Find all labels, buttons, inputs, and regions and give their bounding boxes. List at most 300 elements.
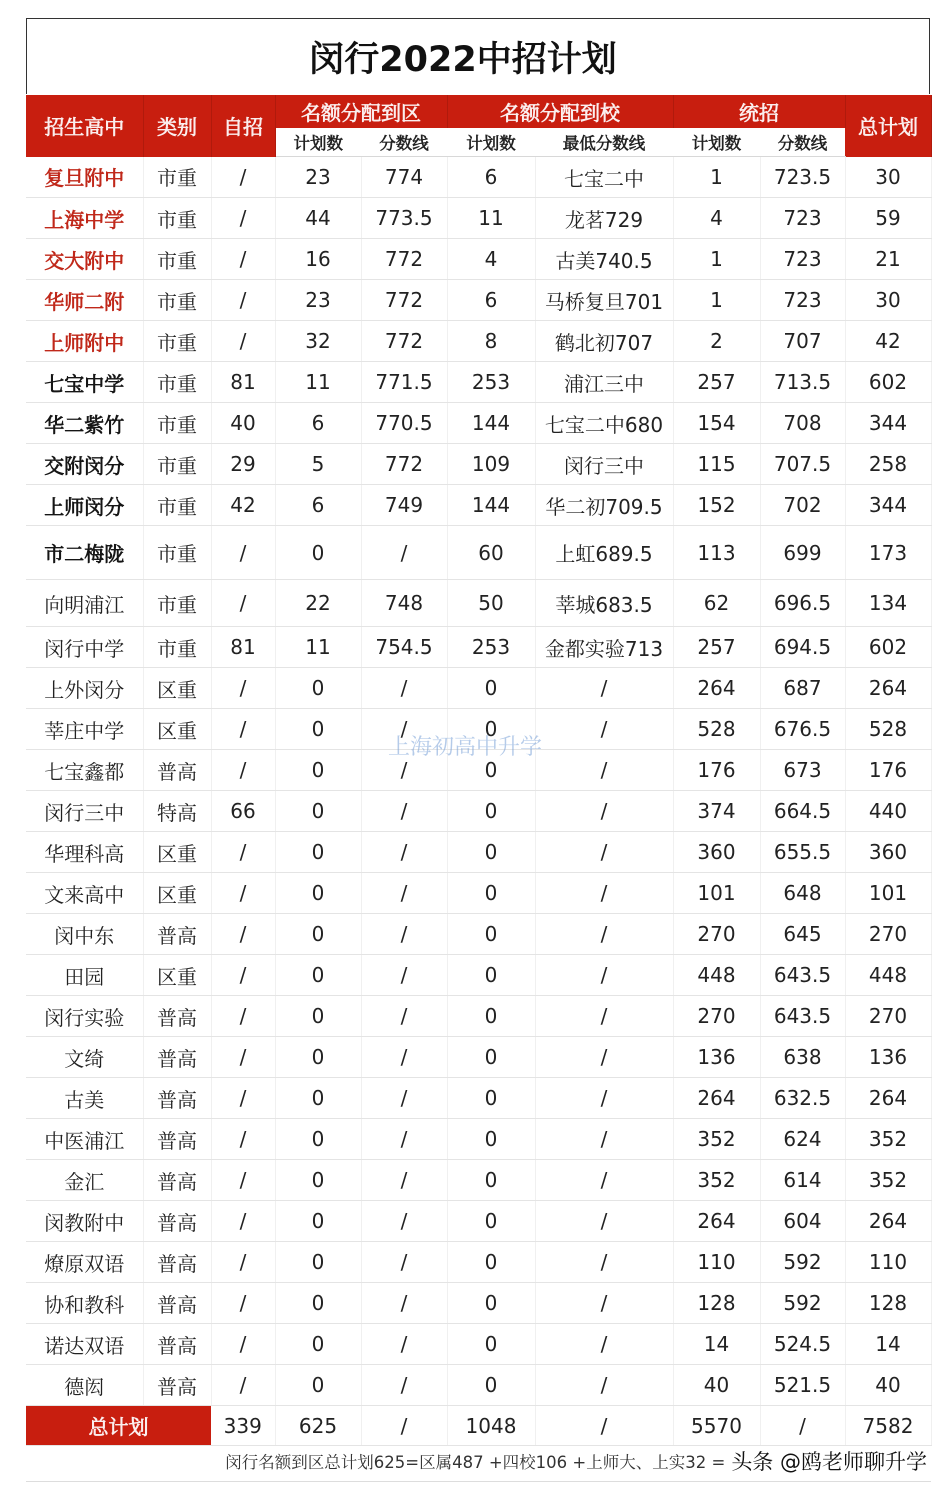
cell-district-score: 771.5 xyxy=(361,362,447,403)
cell-district-plan: 6 xyxy=(275,485,361,526)
cell-school-min-score: 马桥复旦701 xyxy=(535,280,673,321)
cell-district-score: 772 xyxy=(361,280,447,321)
cell-category: 区重 xyxy=(143,955,211,996)
cell-unified-plan: 4 xyxy=(673,198,760,239)
cell-school-min-score: 上虹689.5 xyxy=(535,526,673,580)
cell-school-min-score: / xyxy=(535,1201,673,1242)
cell-total-plan: 14 xyxy=(845,1324,931,1365)
cell-school-name: 上海中学 xyxy=(26,198,143,239)
cell-category: 市重 xyxy=(143,580,211,627)
cell-unified-score: 664.5 xyxy=(760,791,845,832)
cell-school-min-score: / xyxy=(535,709,673,750)
cell-school-min-score: / xyxy=(535,1037,673,1078)
cell-school-name: 七宝鑫都 xyxy=(26,750,143,791)
cell-school-plan: 0 xyxy=(447,1365,535,1406)
cell-district-plan: 0 xyxy=(275,526,361,580)
cell-school-min-score: 闵行三中 xyxy=(535,444,673,485)
cell-district-plan: 0 xyxy=(275,668,361,709)
cell-district-plan: 0 xyxy=(275,832,361,873)
cell-category: 普高 xyxy=(143,1078,211,1119)
table-row xyxy=(26,280,931,321)
cell-school-name: 古美 xyxy=(26,1078,143,1119)
cell-unified-plan: 264 xyxy=(673,668,760,709)
cell-self-recruit: / xyxy=(211,996,275,1037)
cell-district-plan: 0 xyxy=(275,1201,361,1242)
cell-school-name: 文来高中 xyxy=(26,873,143,914)
cell-unified-score: 696.5 xyxy=(760,580,845,627)
cell-district-score: / xyxy=(361,1242,447,1283)
cell-district-plan: 0 xyxy=(275,955,361,996)
cell-unified-score: 702 xyxy=(760,485,845,526)
subheader-school-min-score: 最低分数线 xyxy=(535,128,673,157)
cell-school-plan: 6 xyxy=(447,157,535,198)
cell-district-score: 749 xyxy=(361,485,447,526)
cell-district-plan: 0 xyxy=(275,1324,361,1365)
table-row xyxy=(26,321,931,362)
header-district-quota: 名额分配到区 xyxy=(275,95,447,128)
cell-total-plan: 40 xyxy=(845,1365,931,1406)
cell-school-min-score: / xyxy=(535,791,673,832)
cell-district-plan: 0 xyxy=(275,750,361,791)
cell-total-plan: 352 xyxy=(845,1160,931,1201)
footer-note: 闵行名额到区总计划625=区属487 +四校106 +上师大、上实32 = xyxy=(225,1453,726,1472)
cell-school-plan: 6 xyxy=(447,280,535,321)
cell-district-score: 773.5 xyxy=(361,198,447,239)
cell-self-recruit: 81 xyxy=(211,627,275,668)
cell-unified-score: 592 xyxy=(760,1283,845,1324)
cell-district-score: 748 xyxy=(361,580,447,627)
cell-self-recruit: / xyxy=(211,750,275,791)
table-row xyxy=(26,580,931,627)
cell-school-name: 莘庄中学 xyxy=(26,709,143,750)
cell-category: 普高 xyxy=(143,1283,211,1324)
total-unified-plan: 5570 xyxy=(673,1406,760,1446)
cell-unified-plan: 2 xyxy=(673,321,760,362)
cell-category: 区重 xyxy=(143,709,211,750)
cell-total-plan: 448 xyxy=(845,955,931,996)
subheader-district-score: 分数线 xyxy=(361,128,447,157)
cell-district-plan: 23 xyxy=(275,280,361,321)
cell-school-name: 向明浦江 xyxy=(26,580,143,627)
total-row xyxy=(26,1406,931,1446)
cell-district-plan: 0 xyxy=(275,791,361,832)
cell-unified-score: 687 xyxy=(760,668,845,709)
footer xyxy=(26,1441,931,1482)
cell-total-plan: 270 xyxy=(845,914,931,955)
cell-district-plan: 0 xyxy=(275,709,361,750)
cell-category: 市重 xyxy=(143,444,211,485)
cell-self-recruit: / xyxy=(211,1365,275,1406)
cell-school-min-score: / xyxy=(535,996,673,1037)
cell-total-plan: 110 xyxy=(845,1242,931,1283)
cell-unified-score: 643.5 xyxy=(760,996,845,1037)
cell-school-name: 协和教科 xyxy=(26,1283,143,1324)
cell-unified-score: 643.5 xyxy=(760,955,845,996)
cell-school-plan: 0 xyxy=(447,1242,535,1283)
cell-unified-plan: 110 xyxy=(673,1242,760,1283)
cell-district-score: 772 xyxy=(361,321,447,362)
header-category: 类别 xyxy=(143,95,211,157)
cell-unified-score: 694.5 xyxy=(760,627,845,668)
cell-self-recruit: / xyxy=(211,1324,275,1365)
cell-category: 市重 xyxy=(143,526,211,580)
cell-school-min-score: / xyxy=(535,1078,673,1119)
cell-district-plan: 0 xyxy=(275,1119,361,1160)
cell-category: 普高 xyxy=(143,1037,211,1078)
cell-unified-plan: 1 xyxy=(673,280,760,321)
header-self-recruit: 自招 xyxy=(211,95,275,157)
table-row xyxy=(26,444,931,485)
cell-total-plan: 344 xyxy=(845,403,931,444)
table-row xyxy=(26,239,931,280)
cell-school-plan: 0 xyxy=(447,1037,535,1078)
cell-total-plan: 602 xyxy=(845,362,931,403)
table-row xyxy=(26,1324,931,1365)
cell-total-plan: 344 xyxy=(845,485,931,526)
cell-unified-plan: 257 xyxy=(673,362,760,403)
cell-total-plan: 264 xyxy=(845,668,931,709)
cell-total-plan: 173 xyxy=(845,526,931,580)
cell-school-name: 燎原双语 xyxy=(26,1242,143,1283)
cell-total-plan: 258 xyxy=(845,444,931,485)
cell-total-plan: 136 xyxy=(845,1037,931,1078)
cell-unified-plan: 115 xyxy=(673,444,760,485)
header-school: 招生高中 xyxy=(26,95,143,157)
cell-unified-score: 521.5 xyxy=(760,1365,845,1406)
cell-district-score: / xyxy=(361,873,447,914)
cell-unified-score: 723.5 xyxy=(760,157,845,198)
table-row xyxy=(26,403,931,444)
cell-school-name: 华理科高 xyxy=(26,832,143,873)
cell-district-score: / xyxy=(361,996,447,1037)
cell-district-score: / xyxy=(361,1037,447,1078)
total-school-plan: 1048 xyxy=(447,1406,535,1446)
cell-district-score: / xyxy=(361,1365,447,1406)
table-row xyxy=(26,873,931,914)
cell-self-recruit: / xyxy=(211,668,275,709)
cell-district-score: / xyxy=(361,709,447,750)
cell-self-recruit: / xyxy=(211,321,275,362)
cell-unified-score: 673 xyxy=(760,750,845,791)
cell-category: 普高 xyxy=(143,996,211,1037)
cell-category: 市重 xyxy=(143,198,211,239)
cell-unified-plan: 101 xyxy=(673,873,760,914)
cell-unified-score: 723 xyxy=(760,280,845,321)
cell-district-score: / xyxy=(361,668,447,709)
cell-self-recruit: / xyxy=(211,1037,275,1078)
cell-school-plan: 0 xyxy=(447,914,535,955)
cell-district-score: 774 xyxy=(361,157,447,198)
cell-school-min-score: 七宝二中 xyxy=(535,157,673,198)
cell-self-recruit: / xyxy=(211,1078,275,1119)
table-row xyxy=(26,485,931,526)
cell-unified-plan: 270 xyxy=(673,996,760,1037)
cell-category: 普高 xyxy=(143,1242,211,1283)
cell-category: 市重 xyxy=(143,321,211,362)
title-box xyxy=(26,18,930,94)
cell-self-recruit: / xyxy=(211,239,275,280)
cell-district-plan: 32 xyxy=(275,321,361,362)
cell-school-min-score: 浦江三中 xyxy=(535,362,673,403)
table-row xyxy=(26,1037,931,1078)
cell-unified-score: 713.5 xyxy=(760,362,845,403)
total-self: 339 xyxy=(211,1406,275,1446)
cell-district-score: / xyxy=(361,832,447,873)
cell-category: 普高 xyxy=(143,1324,211,1365)
cell-school-name: 闵行中学 xyxy=(26,627,143,668)
cell-school-name: 七宝中学 xyxy=(26,362,143,403)
cell-category: 区重 xyxy=(143,668,211,709)
cell-district-plan: 0 xyxy=(275,1283,361,1324)
cell-school-plan: 0 xyxy=(447,1119,535,1160)
cell-unified-plan: 360 xyxy=(673,832,760,873)
cell-school-plan: 0 xyxy=(447,873,535,914)
cell-unified-score: 645 xyxy=(760,914,845,955)
cell-school-plan: 0 xyxy=(447,750,535,791)
cell-school-plan: 0 xyxy=(447,996,535,1037)
cell-school-min-score: 华二初709.5 xyxy=(535,485,673,526)
table-row xyxy=(26,955,931,996)
cell-school-min-score: / xyxy=(535,1324,673,1365)
cell-district-score: 772 xyxy=(361,444,447,485)
cell-district-plan: 23 xyxy=(275,157,361,198)
cell-unified-plan: 374 xyxy=(673,791,760,832)
cell-total-plan: 42 xyxy=(845,321,931,362)
cell-school-plan: 0 xyxy=(447,709,535,750)
table-row xyxy=(26,996,931,1037)
cell-school-min-score: / xyxy=(535,955,673,996)
cell-total-plan: 30 xyxy=(845,280,931,321)
cell-total-plan: 59 xyxy=(845,198,931,239)
cell-self-recruit: / xyxy=(211,709,275,750)
cell-school-name: 诺达双语 xyxy=(26,1324,143,1365)
table-row xyxy=(26,750,931,791)
cell-school-name: 德闳 xyxy=(26,1365,143,1406)
cell-unified-score: 604 xyxy=(760,1201,845,1242)
cell-unified-score: 707.5 xyxy=(760,444,845,485)
cell-self-recruit: / xyxy=(211,1242,275,1283)
table-row xyxy=(26,1201,931,1242)
cell-self-recruit: / xyxy=(211,1119,275,1160)
cell-self-recruit: / xyxy=(211,526,275,580)
cell-district-score: / xyxy=(361,955,447,996)
cell-school-min-score: / xyxy=(535,914,673,955)
cell-unified-plan: 264 xyxy=(673,1201,760,1242)
subheader-unified-plan: 计划数 xyxy=(673,128,760,157)
cell-school-plan: 8 xyxy=(447,321,535,362)
table-row xyxy=(26,1078,931,1119)
cell-self-recruit: / xyxy=(211,832,275,873)
cell-district-score: / xyxy=(361,1283,447,1324)
cell-district-plan: 5 xyxy=(275,444,361,485)
cell-school-min-score: / xyxy=(535,1160,673,1201)
cell-unified-plan: 152 xyxy=(673,485,760,526)
cell-school-min-score: / xyxy=(535,1242,673,1283)
cell-total-plan: 352 xyxy=(845,1119,931,1160)
cell-self-recruit: / xyxy=(211,1283,275,1324)
cell-total-plan: 440 xyxy=(845,791,931,832)
cell-category: 普高 xyxy=(143,914,211,955)
cell-district-score: / xyxy=(361,1160,447,1201)
cell-total-plan: 264 xyxy=(845,1078,931,1119)
cell-total-plan: 264 xyxy=(845,1201,931,1242)
cell-self-recruit: / xyxy=(211,157,275,198)
cell-district-score: / xyxy=(361,526,447,580)
table-row xyxy=(26,157,931,198)
center-watermark: 上海初高中升学 xyxy=(388,735,543,760)
cell-district-plan: 22 xyxy=(275,580,361,627)
cell-school-name: 华师二附 xyxy=(26,280,143,321)
cell-school-min-score: / xyxy=(535,668,673,709)
cell-district-plan: 6 xyxy=(275,403,361,444)
cell-total-plan: 30 xyxy=(845,157,931,198)
cell-school-plan: 60 xyxy=(447,526,535,580)
total-unified-score: / xyxy=(760,1406,845,1446)
cell-district-score: 770.5 xyxy=(361,403,447,444)
cell-district-plan: 11 xyxy=(275,362,361,403)
cell-unified-plan: 352 xyxy=(673,1160,760,1201)
cell-district-plan: 11 xyxy=(275,627,361,668)
cell-category: 市重 xyxy=(143,157,211,198)
cell-self-recruit: / xyxy=(211,280,275,321)
cell-school-plan: 253 xyxy=(447,627,535,668)
cell-category: 区重 xyxy=(143,873,211,914)
table-row xyxy=(26,1119,931,1160)
cell-school-name: 田园 xyxy=(26,955,143,996)
header-total-plan: 总计划 xyxy=(845,95,931,157)
cell-district-plan: 0 xyxy=(275,996,361,1037)
cell-unified-plan: 128 xyxy=(673,1283,760,1324)
cell-unified-plan: 176 xyxy=(673,750,760,791)
cell-school-min-score: / xyxy=(535,750,673,791)
cell-school-min-score: / xyxy=(535,1365,673,1406)
cell-school-name: 市二梅陇 xyxy=(26,526,143,580)
cell-school-plan: 0 xyxy=(447,1324,535,1365)
cell-district-score: 772 xyxy=(361,239,447,280)
cell-school-plan: 11 xyxy=(447,198,535,239)
cell-school-name: 闵行三中 xyxy=(26,791,143,832)
cell-category: 市重 xyxy=(143,485,211,526)
table-row xyxy=(26,362,931,403)
table-row xyxy=(26,1242,931,1283)
cell-school-min-score: / xyxy=(535,1119,673,1160)
cell-unified-plan: 448 xyxy=(673,955,760,996)
footer-watermark: 头条 @鸥老师聊升学 xyxy=(731,1450,927,1474)
cell-self-recruit: 66 xyxy=(211,791,275,832)
admission-plan-table xyxy=(26,95,932,1446)
cell-district-score: / xyxy=(361,914,447,955)
cell-school-plan: 4 xyxy=(447,239,535,280)
cell-unified-plan: 264 xyxy=(673,1078,760,1119)
cell-total-plan: 602 xyxy=(845,627,931,668)
cell-school-name: 上师附中 xyxy=(26,321,143,362)
cell-school-min-score: / xyxy=(535,1283,673,1324)
cell-total-plan: 101 xyxy=(845,873,931,914)
cell-school-min-score: 龙茗729 xyxy=(535,198,673,239)
cell-unified-plan: 257 xyxy=(673,627,760,668)
cell-school-plan: 0 xyxy=(447,1160,535,1201)
cell-unified-plan: 1 xyxy=(673,239,760,280)
cell-district-plan: 0 xyxy=(275,914,361,955)
cell-unified-score: 592 xyxy=(760,1242,845,1283)
cell-unified-score: 624 xyxy=(760,1119,845,1160)
cell-total-plan: 176 xyxy=(845,750,931,791)
cell-school-name: 中医浦江 xyxy=(26,1119,143,1160)
cell-self-recruit: 29 xyxy=(211,444,275,485)
cell-school-plan: 144 xyxy=(447,485,535,526)
cell-category: 市重 xyxy=(143,362,211,403)
cell-total-plan: 134 xyxy=(845,580,931,627)
cell-unified-plan: 270 xyxy=(673,914,760,955)
cell-unified-score: 676.5 xyxy=(760,709,845,750)
cell-district-score: / xyxy=(361,1324,447,1365)
cell-category: 普高 xyxy=(143,750,211,791)
cell-school-name: 闵中东 xyxy=(26,914,143,955)
cell-district-score: / xyxy=(361,1119,447,1160)
cell-category: 特高 xyxy=(143,791,211,832)
cell-self-recruit: / xyxy=(211,580,275,627)
subheader-unified-score: 分数线 xyxy=(760,128,845,157)
cell-unified-score: 638 xyxy=(760,1037,845,1078)
cell-district-score: 754.5 xyxy=(361,627,447,668)
table-row xyxy=(26,709,931,750)
cell-district-plan: 0 xyxy=(275,873,361,914)
cell-school-name: 华二紫竹 xyxy=(26,403,143,444)
cell-district-score: / xyxy=(361,1078,447,1119)
cell-district-plan: 0 xyxy=(275,1365,361,1406)
cell-unified-plan: 62 xyxy=(673,580,760,627)
cell-category: 市重 xyxy=(143,627,211,668)
total-total: 7582 xyxy=(845,1406,931,1446)
cell-category: 普高 xyxy=(143,1160,211,1201)
cell-self-recruit: 81 xyxy=(211,362,275,403)
total-district-score: / xyxy=(361,1406,447,1446)
cell-category: 普高 xyxy=(143,1365,211,1406)
cell-school-plan: 0 xyxy=(447,1078,535,1119)
cell-district-plan: 0 xyxy=(275,1242,361,1283)
table-row xyxy=(26,668,931,709)
cell-district-plan: 0 xyxy=(275,1160,361,1201)
table-row xyxy=(26,526,931,580)
cell-school-plan: 253 xyxy=(447,362,535,403)
cell-district-plan: 16 xyxy=(275,239,361,280)
cell-district-plan: 44 xyxy=(275,198,361,239)
cell-self-recruit: / xyxy=(211,873,275,914)
cell-unified-score: 699 xyxy=(760,526,845,580)
cell-self-recruit: / xyxy=(211,955,275,996)
cell-unified-score: 708 xyxy=(760,403,845,444)
cell-school-min-score: 金都实验713 xyxy=(535,627,673,668)
cell-self-recruit: / xyxy=(211,1201,275,1242)
cell-unified-plan: 14 xyxy=(673,1324,760,1365)
cell-school-plan: 0 xyxy=(447,791,535,832)
cell-unified-score: 614 xyxy=(760,1160,845,1201)
cell-school-name: 金汇 xyxy=(26,1160,143,1201)
table-row xyxy=(26,198,931,239)
table-row xyxy=(26,1365,931,1406)
cell-school-name: 上师闵分 xyxy=(26,485,143,526)
cell-school-min-score: 鹤北初707 xyxy=(535,321,673,362)
cell-school-plan: 144 xyxy=(447,403,535,444)
cell-school-min-score: / xyxy=(535,873,673,914)
cell-self-recruit: / xyxy=(211,198,275,239)
cell-school-name: 文绮 xyxy=(26,1037,143,1078)
cell-category: 区重 xyxy=(143,832,211,873)
cell-self-recruit: 42 xyxy=(211,485,275,526)
header-unified: 统招 xyxy=(673,95,845,128)
cell-total-plan: 360 xyxy=(845,832,931,873)
cell-unified-plan: 113 xyxy=(673,526,760,580)
